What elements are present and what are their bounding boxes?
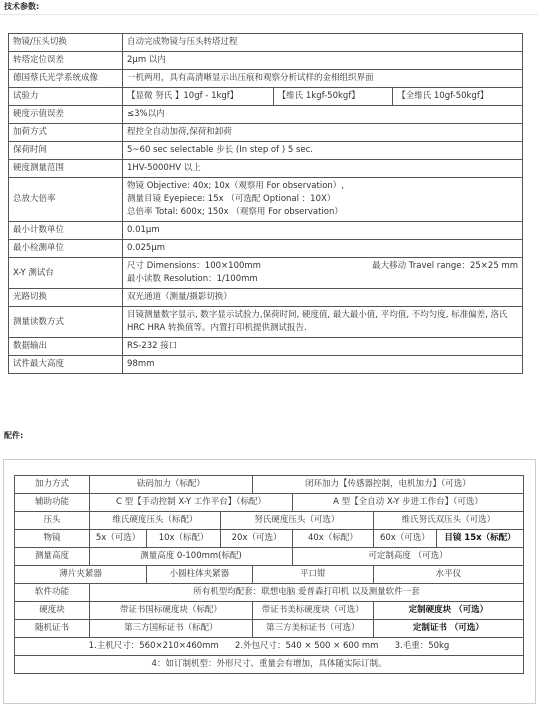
- table-cell: 带证书美标硬度块（可选）: [252, 602, 373, 620]
- accessories-table: [14, 475, 524, 674]
- cell-text: [223, 639, 228, 654]
- table-row: [9, 160, 523, 178]
- acc-heading: 配件:: [4, 431, 24, 440]
- table-cell: 5x（可选）: [90, 530, 147, 548]
- table-row: [9, 258, 523, 289]
- cell-text: 最大移动 Travel range：25×25 mm: [372, 261, 518, 271]
- table-cell: 平口钳: [252, 566, 373, 584]
- table-cell: 【全维氏 10gf-50kgf】: [393, 88, 523, 106]
- table-row: [9, 106, 523, 124]
- table-cell: 双光通道（测量/摄影切换）: [123, 289, 523, 307]
- table-row: [9, 142, 523, 160]
- table-cell: 软件功能: [15, 584, 90, 602]
- table-cell: ≤3%以内: [123, 106, 523, 124]
- table-cell: 努氏硬度压头（可选）: [221, 512, 374, 530]
- table-cell: 2μm 以内: [123, 52, 523, 70]
- table-cell: 0.025μm: [123, 240, 523, 258]
- table-cell: 薄片夹紧器: [15, 566, 147, 584]
- table-cell: 小圆柱体夹紧器: [147, 566, 252, 584]
- table-cell: 一机两用，具有高清晰显示出压痕和观察分析试样的金相组织界面: [123, 70, 523, 88]
- table-cell: 10x（标配）: [147, 530, 221, 548]
- table-row: [9, 307, 523, 338]
- table-cell: A 型【全自动 X-Y 步进工作台】（可选）: [293, 494, 524, 512]
- divider: [0, 14, 538, 15]
- table-cell: 最小检测单位: [9, 240, 123, 258]
- table-cell: 【维氏 1kgf-50kgf】: [273, 88, 393, 106]
- table-cell: 试件最大高度: [9, 356, 123, 374]
- table-cell: 自动完成物镜与压头转塔过程: [123, 34, 523, 52]
- table-row: [15, 476, 524, 494]
- table-row: [15, 530, 524, 548]
- table-row: [9, 34, 523, 52]
- table-cell: 光路切换: [9, 289, 123, 307]
- table-row: [9, 356, 523, 374]
- table-cell: 随机证书: [15, 620, 90, 638]
- cell-text: 3.毛重：50kg: [394, 641, 450, 651]
- table-cell: 目镜 15x（标配）: [436, 530, 523, 548]
- table-cell: 辅助功能: [15, 494, 90, 512]
- table-cell: 测量高度: [15, 548, 90, 566]
- table-cell: 硬度块: [15, 602, 90, 620]
- table-cell: 砝码加力（标配）: [90, 476, 253, 494]
- spec-table: [8, 33, 523, 374]
- table-cell: 定制硬度块 （可选）: [373, 602, 523, 620]
- spec-heading: 技术参数:: [4, 2, 40, 11]
- table-cell: 【显微 努氏 】10gf - 1kgf】: [123, 88, 274, 106]
- table-row: [9, 240, 523, 258]
- table-cell: 硬度示值误差: [9, 106, 123, 124]
- table-row: [9, 178, 523, 222]
- table-row: [15, 566, 524, 584]
- table-cell: 测量读数方式: [9, 307, 123, 338]
- table-row: [9, 338, 523, 356]
- table-row: [9, 70, 523, 88]
- table-cell: C 型【手动控制 X-Y 工作平台】（标配）: [90, 494, 293, 512]
- table-cell: 带证书国标硬度块（标配）: [90, 602, 253, 620]
- table-cell: 压头: [15, 512, 90, 530]
- table-cell: 数据输出: [9, 338, 123, 356]
- table-row: [15, 656, 524, 674]
- table-cell: 目镜测量数字显示, 数字显示试验力,保荷时间, 硬度值, 最大最小值, 平均值, 不均匀度, 标准偏差, 洛氏 HRC HRA 转换值等。内置打印机提供测试报告.: [123, 307, 523, 338]
- cell-text: 最小读数 Resolution：1/100mm: [127, 274, 258, 284]
- cell-text: [127, 260, 518, 273]
- cell-text: 1.主机尺寸：560×210×460mm: [88, 641, 219, 651]
- table-row: [9, 222, 523, 240]
- table-row: [15, 512, 524, 530]
- table-cell: 60x（可选）: [373, 530, 436, 548]
- cell-text: [382, 639, 387, 654]
- table-cell: 0.01μm: [123, 222, 523, 240]
- table-cell: 加力方式: [15, 476, 90, 494]
- table-cell: 第三方国标证书（标配）: [90, 620, 253, 638]
- table-cell: 维氏努氏双压头（可选）: [373, 512, 523, 530]
- cell-text: 尺寸 Dimensions：100×100mm: [127, 261, 261, 271]
- cell-text: 2.外包尺寸：540 × 500 × 600 mm: [234, 641, 379, 651]
- table-row: [15, 620, 524, 638]
- table-cell: 维氏硬度压头（标配）: [90, 512, 221, 530]
- table-cell: [123, 258, 523, 289]
- table-cell: 转塔定位误差: [9, 52, 123, 70]
- table-cell: 所有机型均配套：联想电脑 爱普森打印机 以及测量软件一套: [90, 584, 524, 602]
- table-cell: RS-232 接口: [123, 338, 523, 356]
- table-row: [15, 494, 524, 512]
- table-cell: 4：如订制机型：外形尺寸、重量会有增加，具体随实际订制。: [15, 656, 524, 674]
- table-row: [9, 88, 523, 106]
- table-cell: 5~60 sec selectable 步长 (In step of ) 5 sec.: [123, 142, 523, 160]
- table-cell: 20x（可选）: [221, 530, 293, 548]
- table-cell: 物镜: [15, 530, 90, 548]
- cell-text: 物镜 Objective: 40x; 10x（观察用 For observation）,: [127, 181, 344, 191]
- table-cell: X-Y 测试台: [9, 258, 123, 289]
- table-cell: 总放大倍率: [9, 178, 123, 222]
- table-cell: [123, 178, 523, 222]
- table-row: [9, 289, 523, 307]
- table-cell: 加荷方式: [9, 124, 123, 142]
- table-cell: 40x（标配）: [293, 530, 374, 548]
- table-cell: 闭环加力【传感器控制，电机加力】（可选）: [252, 476, 523, 494]
- table-cell: 第三方美标证书（可选）: [252, 620, 373, 638]
- table-cell: 水平仪: [373, 566, 523, 584]
- table-cell: [15, 638, 524, 656]
- table-cell: 1HV-5000HV 以上: [123, 160, 523, 178]
- table-cell: 测量高度 0-100mm(标配): [90, 548, 293, 566]
- cell-text: 测量目镜 Eyepiece: 15x （可选配 Optional ：10X）: [127, 194, 336, 204]
- table-cell: 保荷时间: [9, 142, 123, 160]
- table-cell: 硬度测量范围: [9, 160, 123, 178]
- table-cell: 程控全自动加荷,保荷和卸荷: [123, 124, 523, 142]
- table-row: [9, 52, 523, 70]
- table-row: [15, 584, 524, 602]
- table-row: [9, 124, 523, 142]
- table-row: [15, 548, 524, 566]
- table-cell: 试验力: [9, 88, 123, 106]
- table-cell: 98mm: [123, 356, 523, 374]
- cell-text: 总倍率 Total: 600x; 150x （观察用 For observation）: [127, 207, 343, 217]
- table-row: [15, 638, 524, 656]
- table-cell: 可定制高度 （可选）: [293, 548, 524, 566]
- table-cell: 德国蔡氏光学系统成像: [9, 70, 123, 88]
- table-cell: 定制证书 （可选）: [373, 620, 523, 638]
- table-cell: 物镜/压头切换: [9, 34, 123, 52]
- table-row: [15, 602, 524, 620]
- table-cell: 最小计数单位: [9, 222, 123, 240]
